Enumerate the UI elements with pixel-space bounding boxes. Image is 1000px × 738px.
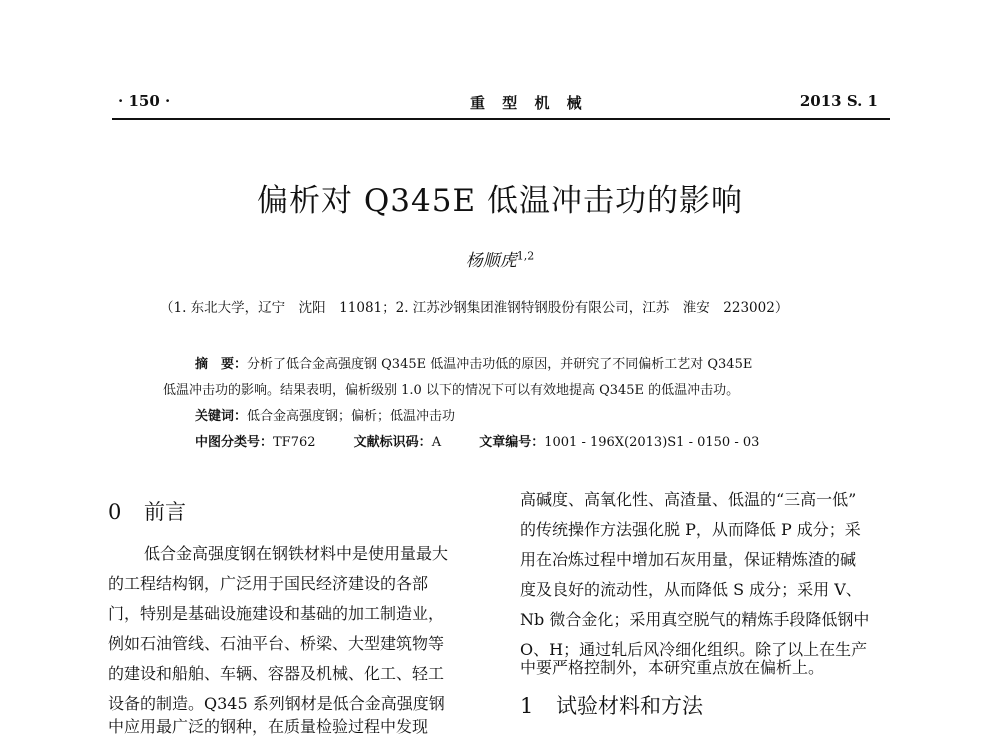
doc-value: A	[431, 435, 442, 450]
classification-row	[195, 431, 793, 450]
left-paragraph-line: 设备的制造。Q345 系列钢材是低合金高强度钢	[108, 694, 445, 713]
author-affiliation-marks: 1,2	[516, 249, 535, 263]
abstract-line-1	[195, 353, 752, 372]
author-name: 杨顺虎	[465, 251, 517, 271]
left-paragraph-line: 例如石油管线、石油平台、桥梁、大型建筑物等	[108, 634, 445, 653]
abstract-label: 摘 要：	[195, 357, 248, 372]
page-number: · 150 ·	[118, 92, 171, 110]
abstract-line-2: 低温冲击功的影响。结果表明，偏析级别 1.0 以下的情况下可以有效地提高 Q345E 的低温冲击功。	[163, 383, 740, 398]
left-paragraph-line: 的建设和船舶、车辆、容器及机械、化工、轻工	[108, 664, 445, 683]
clc-value: TF762	[273, 435, 316, 450]
abstract-text-1: 分析了低合金高强度钢 Q345E 低温冲击功低的原因，并研究了不同偏析工艺对 Q345E	[247, 357, 753, 372]
article-number	[479, 431, 759, 450]
left-paragraph-line: 的工程结构钢，广泛用于国民经济建设的各部	[108, 574, 429, 593]
doc-label: 文献标识码：	[353, 435, 432, 450]
left-paragraph-line: 低合金高强度钢在钢铁材料中是使用量最大	[144, 544, 449, 563]
right-paragraph-line: 度及良好的流动性，从而降低 S 成分；采用 V、	[520, 580, 862, 599]
section-1-number: 1	[520, 694, 534, 718]
section-0-heading	[108, 496, 186, 526]
keywords-label: 关键词：	[195, 409, 248, 424]
left-paragraph-line: 中应用最广泛的钢种，在质量检验过程中发现	[108, 717, 429, 736]
journal-name: 重 型 机 械	[470, 94, 588, 112]
section-0-title: 前言	[144, 500, 186, 524]
right-paragraph-line: 用在冶炼过程中增加石灰用量，保证精炼渣的碱	[520, 550, 857, 569]
right-paragraph-line: 的传统操作方法强化脱 P，从而降低 P 成分；采	[520, 520, 861, 539]
affiliation: （1. 东北大学，辽宁 沈阳 11081；2. 江苏沙钢集团淮钢特钢股份有限公司，江苏 淮安 223002）	[160, 300, 789, 316]
header-rule	[112, 118, 890, 120]
clc-code	[195, 431, 316, 450]
article-label: 文章编号：	[479, 435, 545, 450]
keywords-text: 低合金高强度钢；偏析；低温冲击功	[247, 409, 456, 424]
paper-title: 偏析对 Q345E 低温冲击功的影响	[257, 183, 743, 219]
section-0-number: 0	[108, 500, 122, 524]
right-paragraph-line: 高碱度、高氧化性、高渣量、低温的“三高一低”	[520, 490, 857, 509]
document-code	[354, 431, 441, 450]
issue-number: 2013 S. 1	[799, 92, 878, 110]
keywords	[195, 405, 455, 424]
right-paragraph-line: O、H；通过轧后风冷细化组织。除了以上在生产	[520, 640, 868, 659]
section-1-heading	[520, 690, 703, 720]
clc-label: 中图分类号：	[195, 435, 274, 450]
left-paragraph-line: 门，特别是基础设施建设和基础的加工制造业，	[108, 604, 445, 623]
right-paragraph-line: 中要严格控制外，本研究重点放在偏析上。	[520, 658, 825, 677]
section-1-title: 试验材料和方法	[556, 694, 703, 718]
author-line	[0, 246, 1000, 271]
article-value: 1001 - 196X(2013)S1 - 0150 - 03	[544, 435, 760, 450]
right-paragraph-line: Nb 微合金化；采用真空脱气的精炼手段降低钢中	[520, 610, 870, 629]
